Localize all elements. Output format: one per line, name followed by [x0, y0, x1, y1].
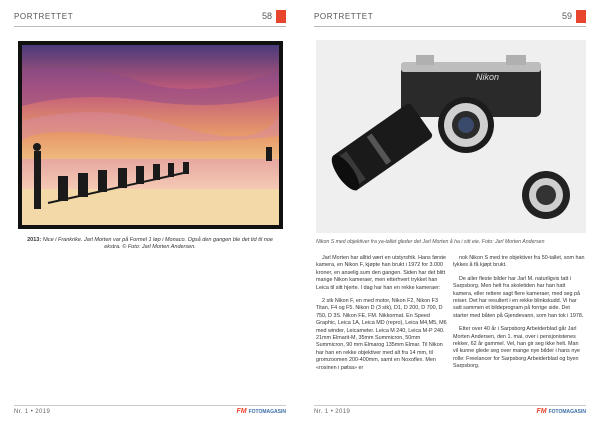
- paragraph: Jarl Morten har alltid vært en utstyrsfrik. Hans første kamera, en Nikon F, kjøpte han brukt i 1972 for 3.000 kroner, en anselig sum den gangen. Siden har det blitt mange Nikon kameraer, men etterhvert trykket han Leica til sitt hjerte. I dag har han en rekke kameraer:: [316, 255, 447, 291]
- right-footer: [314, 405, 586, 418]
- nikon-camera-photo: [316, 40, 586, 233]
- paragraph: Etter over 40 år i Sarpsborg Arbeiderblad går Jarl Morten Andersen, den 1. mai, over i pensjonistenes rekker, 62 år gammel. Vel, han gir seg ikke helt. Man vil kunne glede seg over mange nye bilder i hans nye rolle: Freelancer for Sarpsborg Arbeiderblad og byen Sarpsborg.: [453, 326, 581, 370]
- page-number: 59: [561, 11, 572, 21]
- paragraph: De aller fleste bilder har Jarl M. naturligvis tatt i Sarpsborg. Men helt fra skoletiden har han hatt kamera, eller rettere sagt flere kameraer, med seg på reiser. Det har resultert i en rekke blinkskudd. Vi har satt sammen et bildeprogram på forrige side. Det starter med båten på Gjendevann, som han tok i 1978.: [453, 275, 584, 319]
- section-title: PORTRETTET: [314, 12, 374, 21]
- issue-number: Nr. 1 • 2019: [14, 409, 51, 415]
- magazine-logo: [236, 408, 286, 415]
- article-column-1: [316, 255, 448, 378]
- right-page: [300, 0, 600, 424]
- logo-mark: FM: [536, 408, 547, 415]
- page-number: 58: [261, 11, 272, 21]
- logo-mark: FM: [236, 408, 247, 415]
- paragraph: nok Nikon S med tre objektiver fra 50-tallet, som han lykkes å få kjøpt brukt.: [453, 255, 585, 269]
- page-tab-marker: [276, 10, 286, 23]
- caption-year: 2013:: [27, 237, 42, 243]
- logo-subtitle: FOTOMAGASIN: [548, 409, 586, 415]
- right-header: [314, 10, 586, 27]
- issue-number: Nr. 1 • 2019: [314, 409, 351, 415]
- section-title: PORTRETTET: [14, 12, 74, 21]
- caption-text: Nice i Frankrike. Jarl Morten var på Formel 1 løp i Monaco. Også den gangen ble det tid til noe ekstra. © Foto: Jarl Morten Andersen.: [41, 237, 273, 250]
- left-header: [14, 10, 286, 27]
- page-tab-marker: [576, 10, 586, 23]
- article-column-2: [453, 255, 585, 377]
- camera-brand-label: Nikon: [476, 72, 500, 82]
- sunset-beach-illustration: [18, 41, 283, 229]
- magazine-logo: [536, 408, 586, 415]
- photo-caption: [22, 237, 278, 251]
- left-footer: [14, 405, 286, 418]
- logo-subtitle: FOTOMAGASIN: [248, 409, 286, 415]
- camera-illustration: [316, 40, 586, 233]
- sunset-beach-photo: [18, 41, 283, 229]
- paragraph: 2 stk Nikon F, en med motor, Nikon F2, Nikon F3 Titan, F4 og F5. Nikon D (3 stk), D1, D 200, D 700, D 750, D 3S. Nikon FE, FM. Nikkormat. En Speed Graphic, Leica 1A, Leica MD (repro), Leica M4,M5, M6 med winder, Leicameter. Leica M 240, Leica M-P 240. 21mm Elmarit-M, 35mm Summicron, 50mm Summicron, 90 mm Elmarog 135mm Elmar. Til Nikon har han en rekke objektiver med alt fra 14 mm, til gromzoomen 200-400mm, samt en Noxoflex. Men «rosinen i pølsa» er: [316, 298, 447, 371]
- photo-caption: Nikon S med objektiver fra ya-tallet gleder det Jarl Morten å ha i sitt eie. Foto: Jarl Morten Andersen: [316, 239, 545, 245]
